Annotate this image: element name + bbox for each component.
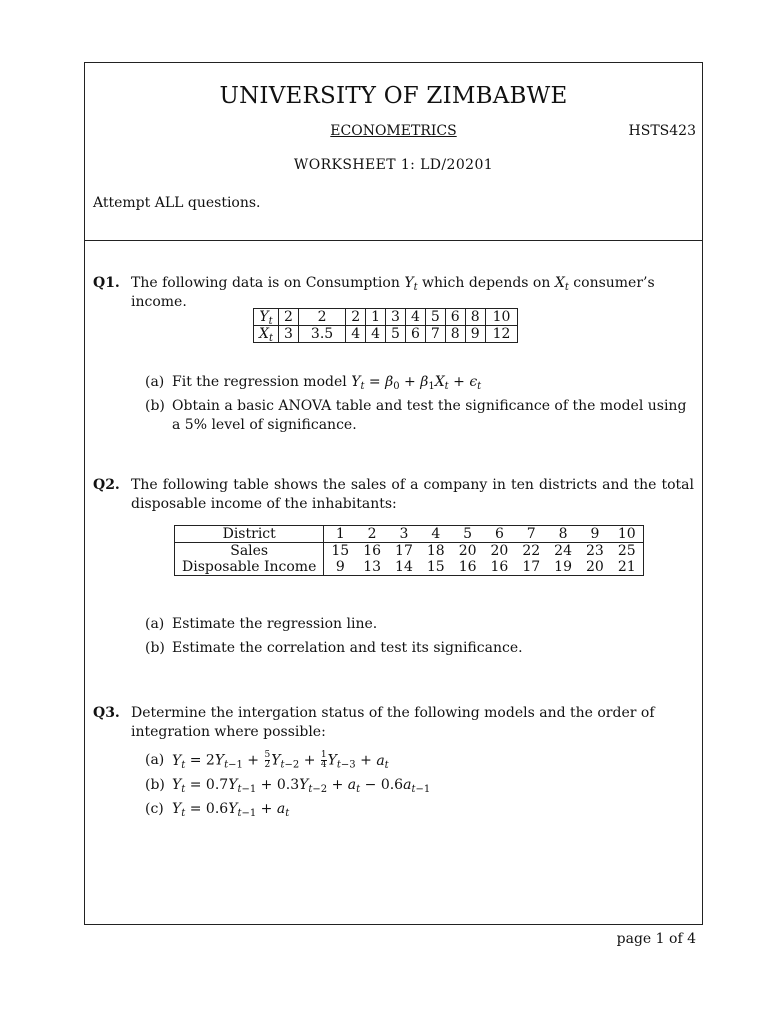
table-cell: 20 xyxy=(579,559,611,576)
table-cell: 5 xyxy=(452,526,484,543)
table-cell: 10 xyxy=(485,309,518,326)
table-cell: 14 xyxy=(388,559,420,576)
worksheet-title: WORKSHEET 1: LD/20201 xyxy=(293,157,494,173)
table-cell: 2 xyxy=(346,309,366,326)
list-item: (a) Fit the regression model $Y_t = \beta_0 + \beta_1X_t + \epsilon_t$ xyxy=(145,374,482,392)
row-label: Disposable Income xyxy=(175,559,324,576)
q1-parts xyxy=(93,373,694,440)
table-cell: 1 xyxy=(366,309,386,326)
table-cell: 8 xyxy=(547,526,579,543)
table-cell: 16 xyxy=(452,559,484,576)
page-number: page 1 of 4 xyxy=(616,931,696,947)
question-text: Determine the intergation status of the following models and the order of integration where possible: xyxy=(131,705,655,740)
row-label: $X_t$ xyxy=(254,326,279,343)
list-item: (a) Estimate the regression line. xyxy=(145,616,378,632)
table-cell: 23 xyxy=(586,543,604,559)
table-cell: 20 xyxy=(458,543,477,559)
table-cell: 4 xyxy=(346,326,366,343)
table-cell: 7 xyxy=(425,326,445,343)
table-cell: 8 xyxy=(445,326,465,343)
table-cell: 10 xyxy=(611,526,643,543)
list-item: (b) Estimate the correlation and test its significance. xyxy=(145,640,523,656)
question-number: Q2. xyxy=(93,477,120,493)
row-label: $Y_t$ xyxy=(254,309,279,326)
table-cell: 6 xyxy=(405,326,425,343)
list-item: (c) $Y_t = 0.6Y_{t-1} + a_t$ xyxy=(145,800,290,819)
question-number: Q3. xyxy=(93,705,120,721)
q2-data-table xyxy=(174,525,644,576)
row-label: District xyxy=(175,526,324,543)
table-cell: 20 xyxy=(490,543,509,559)
table-cell: 7 xyxy=(515,526,547,543)
table-cell: 1 xyxy=(324,526,356,543)
table-cell: 13 xyxy=(356,559,388,576)
table-cell: 24 xyxy=(554,543,572,559)
list-item: (b) Obtain a basic ANOVA table and test the significance of the model using a 5% level of significance. xyxy=(145,398,687,433)
list-item: (a) $Y_t = 2Y_{t-1}$ + $\frac{5}{2}$ $Y_{t-2}$ + $\frac{1}{4}$ $Y_{t-3} + a_t$ xyxy=(145,750,389,771)
table-cell: 4 xyxy=(420,526,452,543)
question-text: The following data is on Consumption $Y_t$ which depends on $X_t$ consumer’s income. xyxy=(131,275,655,310)
question-text: The following table shows the sales of a company in ten districts and the total disposable income of the inhabitants: xyxy=(131,477,694,512)
table-cell: 6 xyxy=(445,309,465,326)
table-cell: 2 xyxy=(279,309,299,326)
question-1 xyxy=(93,274,694,312)
table-cell: 6 xyxy=(484,526,516,543)
university-title: UNIVERSITY OF ZIMBABWE xyxy=(219,83,568,109)
table-row xyxy=(175,559,644,576)
table-cell: 15 xyxy=(331,543,350,559)
table-cell: 12 xyxy=(485,326,518,343)
table-cell: 16 xyxy=(363,543,382,559)
row-label: Sales xyxy=(175,543,324,560)
table-cell: 18 xyxy=(426,543,445,559)
instruction-text: Attempt ALL questions. xyxy=(93,195,261,211)
question-3 xyxy=(93,704,694,742)
table-cell: 2 xyxy=(298,309,345,326)
course-title: ECONOMETRICS xyxy=(330,123,457,139)
table-cell: 5 xyxy=(386,326,406,343)
course-code: HSTS423 xyxy=(628,123,696,139)
list-item: (b) $Y_t = 0.7Y_{t-1} + 0.3Y_{t-2} + a_t - 0.6a_{t-1}$ xyxy=(145,776,431,795)
table-cell: 4 xyxy=(405,309,425,326)
table-cell: 2 xyxy=(356,526,388,543)
table-cell: 17 xyxy=(515,559,547,576)
table-row xyxy=(254,309,518,326)
table-cell: 9 xyxy=(465,326,485,343)
header-divider xyxy=(85,240,702,241)
table-cell: 3 xyxy=(388,526,420,543)
table-cell: 4 xyxy=(366,326,386,343)
q2-parts xyxy=(93,615,694,663)
table-cell: 25 xyxy=(611,543,643,560)
table-row xyxy=(254,326,518,343)
table-cell: 15 xyxy=(420,559,452,576)
table-row xyxy=(175,526,644,543)
q3-parts xyxy=(93,751,694,824)
worksheet-frame xyxy=(84,62,703,925)
table-cell: 9 xyxy=(579,526,611,543)
table-cell: 9 xyxy=(324,559,356,576)
table-cell: 8 xyxy=(465,309,485,326)
table-cell: 19 xyxy=(547,559,579,576)
table-cell: 3.5 xyxy=(298,326,345,343)
q1-data-table xyxy=(253,308,518,343)
table-cell: 21 xyxy=(611,559,643,576)
table-cell: 16 xyxy=(484,559,516,576)
table-cell: 3 xyxy=(386,309,406,326)
table-cell: 5 xyxy=(425,309,445,326)
table-cell: 17 xyxy=(395,543,413,559)
question-number: Q1. xyxy=(93,275,120,291)
table-cell: 22 xyxy=(522,543,541,559)
table-row xyxy=(175,543,644,560)
table-cell: 3 xyxy=(279,326,299,343)
question-2 xyxy=(93,476,694,514)
